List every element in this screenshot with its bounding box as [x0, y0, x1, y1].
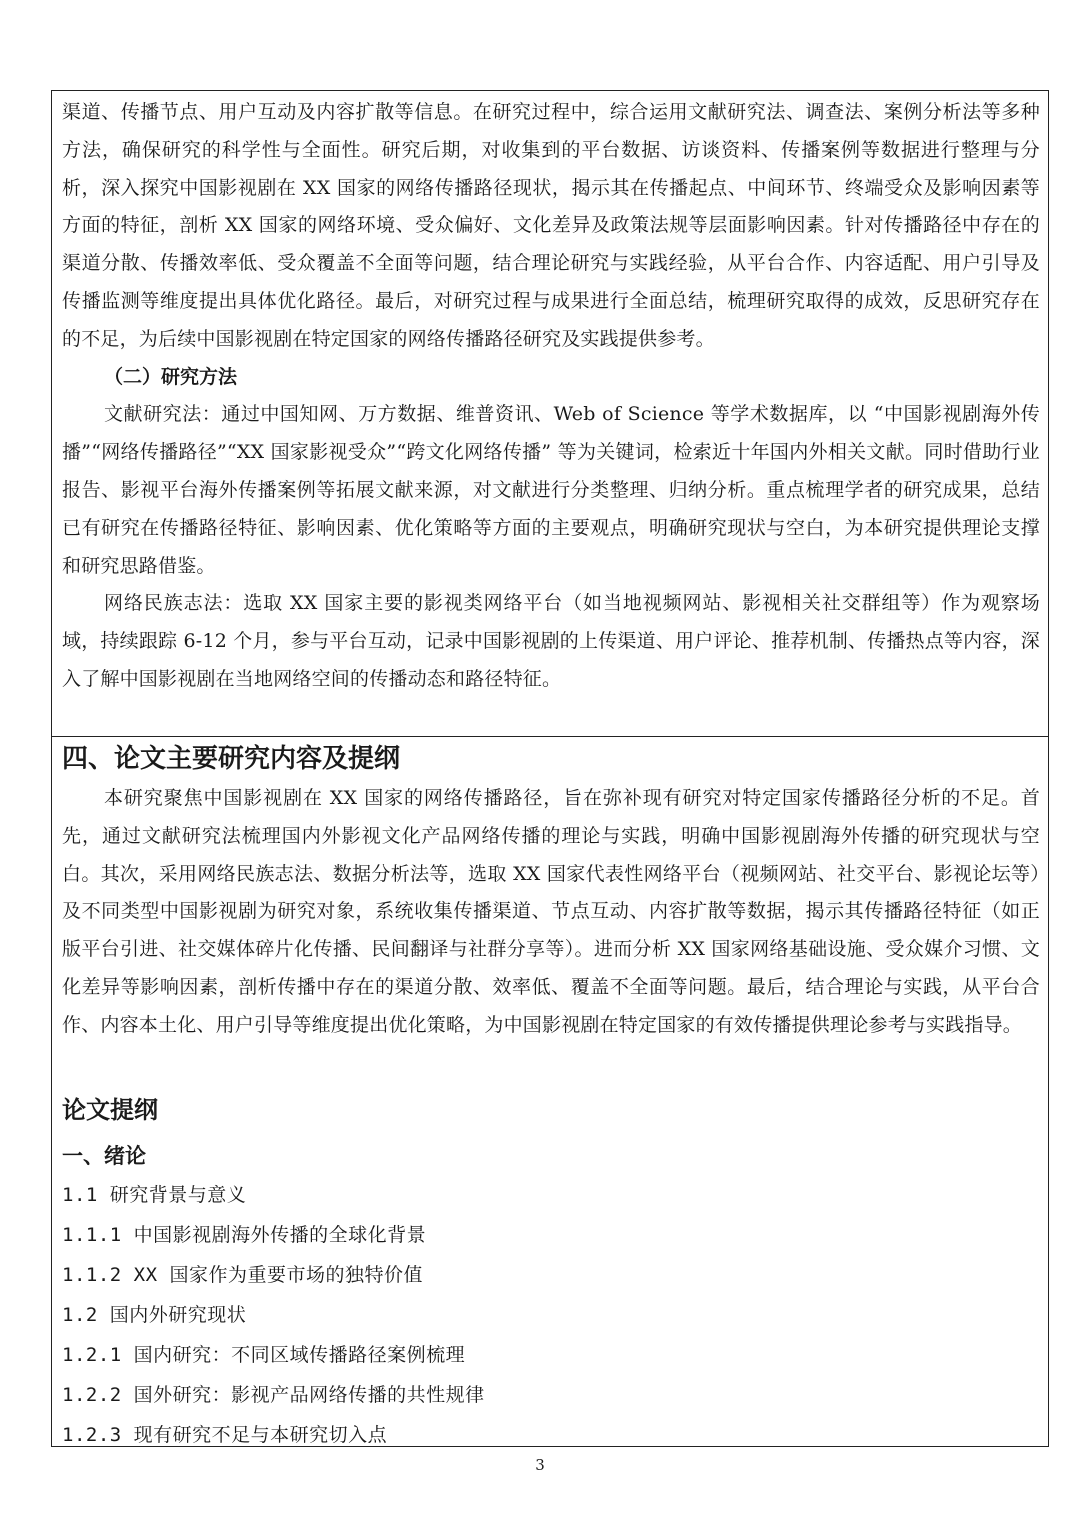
outline-item: 1.2.3 现有研究不足与本研究切入点 — [62, 1424, 388, 1446]
section4-content — [62, 780, 1040, 1045]
section-divider — [51, 736, 1049, 737]
outline-item: 1.1.1 中国影视剧海外传播的全球化背景 — [62, 1224, 427, 1246]
research-process-paragraph: 渠道、传播节点、用户互动及内容扩散等信息。在研究过程中，综合运用文献研究法、调查法、案例分析法等多种方法，确保研究的科学性与全面性。研究后期，对收集到的平台数据、访谈资料、传播案例等数据进行整理与分析，深入探究中国影视剧在 XX 国家的网络传播路径现状，揭示其在传播起点、中间环节、终端受众及影响因素等方面的特征，剖析 XX 国家的网络环境、受众偏好、文化差异及政策法规等层面影响因素。针对传播路径中存在的渠道分散、传播效率低、受众覆盖不全面等问题，结合理论研究与实践经验，从平台合作、内容适配、用户引导及传播监测等维度提出具体优化路径。最后，对研究过程与成果进行全面总结，梳理研究取得的成效，反思研究存在的不足，为后续中国影视剧在特定国家的网络传播路径研究及实践提供参考。 — [62, 101, 1040, 350]
outline-item: 1.2 国内外研究现状 — [62, 1304, 247, 1326]
outline-heading: 论文提纲 — [62, 1096, 158, 1124]
section4-heading: 四、论文主要研究内容及提纲 — [62, 744, 401, 774]
chapter-1-heading: 一、绪论 — [62, 1143, 146, 1168]
outline-item: 1.1 研究背景与意义 — [62, 1184, 247, 1206]
page-number: 3 — [535, 1456, 545, 1474]
ethnography-method-paragraph: 网络民族志法：选取 XX 国家主要的影视类网络平台（如当地视频网站、影视相关社交群组等）作为观察场域，持续跟踪 6-12 个月，参与平台互动，记录中国影视剧的上传渠道、用户评论、推荐机制、传播热点等内容，深入了解中国影视剧在当地网络空间的传播动态和路径特征。 — [62, 592, 1040, 690]
research-summary-paragraph: 本研究聚焦中国影视剧在 XX 国家的网络传播路径，旨在弥补现有研究对特定国家传播路径分析的不足。首先，通过文献研究法梳理国内外影视文化产品网络传播的理论与实践，明确中国影视剧海外传播的研究现状与空白。其次，采用网络民族志法、数据分析法等，选取 XX 国家代表性网络平台（视频网站、社交平台、影视论坛等）及不同类型中国影视剧为研究对象，系统收集传播渠道、节点互动、内容扩散等数据，揭示其传播路径特征（如正版平台引进、社交媒体碎片化传播、民间翻译与社群分享等）。进而分析 XX 国家网络基础设施、受众媒介习惯、文化差异等影响因素，剖析传播中存在的渠道分散、效率低、覆盖不全面等问题。最后，结合理论与实践，从平台合作、内容本土化、用户引导等维度提出优化策略，为中国影视剧在特定国家的有效传播提供理论参考与实践指导。 — [62, 787, 1040, 1036]
section3-content — [62, 94, 1040, 699]
literature-method-paragraph: 文献研究法：通过中国知网、万方数据、维普资讯、Web of Science 等学术数据库，以 “中国影视剧海外传播”“网络传播路径”“XX 国家影视受众”“跨文化网络传播” 等为关键词，检索近十年国内外相关文献。同时借助行业报告、影视平台海外传播案例等拓展文献来源，对文献进行分类整理、归纳分析。重点梳理学者的研究成果，总结已有研究在传播路径特征、影响因素、优化策略等方面的主要观点，明确研究现状与空白，为本研究提供理论支撑和研究思路借鉴。 — [62, 403, 1041, 577]
outline-item: 1.2.1 国内研究：不同区域传播路径案例梳理 — [62, 1344, 466, 1366]
outline-item: 1.2.2 国外研究：影视产品网络传播的共性规律 — [62, 1384, 485, 1406]
outline-item: 1.1.2 XX 国家作为重要市场的独特价值 — [62, 1264, 423, 1286]
outline-list — [62, 1175, 1040, 1455]
research-methods-heading: （二）研究方法 — [104, 365, 238, 388]
